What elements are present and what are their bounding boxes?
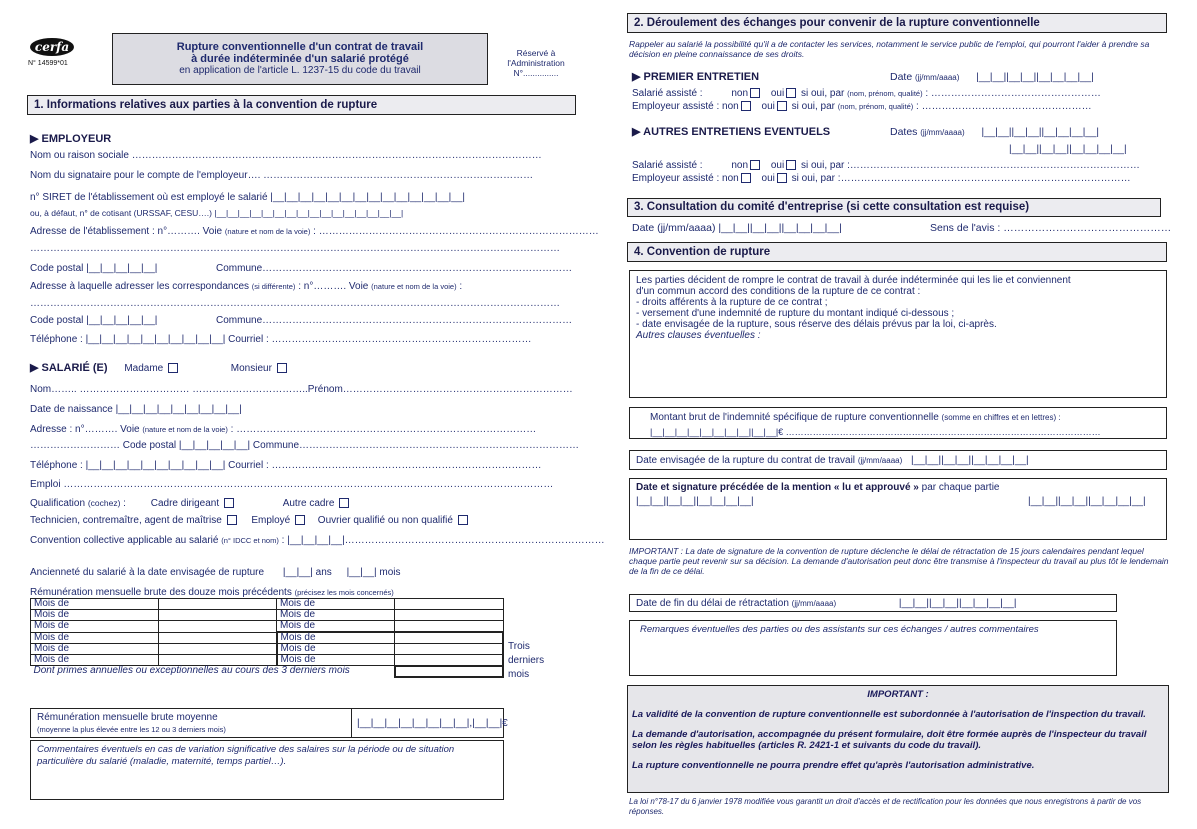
triangle-icon: ▶ — [30, 362, 39, 374]
technicien-label: Technicien, contremaître, agent de maîtrise — [30, 515, 222, 526]
reserved-box — [496, 48, 576, 78]
si-oui-par-label: si oui, par — [791, 101, 836, 112]
montant-cell[interactable] — [395, 599, 504, 610]
convention-field[interactable] — [30, 535, 605, 547]
montant-cell[interactable] — [159, 632, 277, 644]
section4-title: 4. Convention de rupture — [627, 242, 1167, 262]
premier-date-label: Date — [890, 71, 913, 83]
employeur-assiste-row-1 — [632, 101, 1092, 113]
autres-clauses-label: Autres clauses éventuelles : — [636, 330, 761, 341]
table-row — [31, 599, 504, 610]
convention-text-5: - date envisagée de la rupture, sous réserve des délais prévus par la loi, ci-après. — [636, 319, 997, 330]
premier-date-row[interactable] — [890, 71, 1094, 84]
autres-date-field-2[interactable]: |__|__||__|__||__|__|__|__| — [1009, 144, 1127, 155]
montant-cell[interactable] — [159, 610, 277, 621]
table-row — [31, 610, 504, 621]
sens-avis-field[interactable]: Sens de l'avis : ………………………………………… — [930, 222, 1172, 234]
date-format-note: (jj/mm/aaaa) — [857, 456, 903, 465]
triangle-icon: ▶ — [632, 71, 641, 83]
table-row — [31, 655, 504, 666]
salarie-heading-row — [30, 362, 289, 375]
cadre-dirigeant-label: Cadre dirigeant — [150, 498, 220, 509]
montant-cell[interactable] — [395, 655, 504, 666]
mois-de-label: Mois de — [31, 599, 159, 610]
title-line1: Rupture conventionnelle d'un contrat de travail — [176, 41, 424, 53]
remuneration-label: Rémunération mensuelle brute des douze mois précédents — [30, 587, 292, 598]
non-label: non — [731, 88, 749, 99]
salarie-heading: SALARIÉ (E) — [41, 362, 108, 374]
oui-label: oui — [761, 101, 775, 112]
autres-dates-row[interactable] — [890, 126, 1099, 139]
cerfa-logo — [30, 38, 80, 58]
nom-prenom-qualite-note: (nom, prénom, qualité) — [837, 102, 914, 111]
montant-cell[interactable] — [159, 655, 277, 666]
monsieur-label: Monsieur — [230, 363, 272, 374]
emploi-field[interactable]: Emploi ………………………………………………………………………………………………………………………………… — [30, 479, 554, 490]
idcc-note: (n° IDCC et nom) — [221, 536, 279, 545]
section1-title: 1. Informations relatives aux parties à la convention de rupture — [27, 95, 576, 115]
mois-de-label: Mois de — [31, 644, 159, 655]
reserved-line1: Réservé à — [516, 48, 556, 58]
montant-cell[interactable] — [395, 644, 504, 655]
date-rupture-row — [636, 455, 1029, 467]
rem-moyenne-box[interactable] — [30, 708, 508, 738]
premier-entretien-label: PREMIER ENTRETIEN — [643, 71, 760, 83]
important-p2: La demande d'autorisation, accompagnée du présent formulaire, doit être formée auprès de l'inspecteur du travail selon les règles habituelles (articles R. 2421-1 et suivants du code du travail). — [632, 729, 1147, 751]
nom-prenom-field[interactable]: Nom…….. …………………………… ……………………………..Prénom…………………………………………………………… — [30, 384, 573, 395]
commentaires-box[interactable] — [30, 740, 504, 800]
salarie-assiste-label: Salarié assisté : — [632, 88, 703, 99]
montant-row — [650, 412, 1061, 424]
mois-de-label: Mois de — [277, 644, 395, 655]
mois-de-label: Mois de — [277, 621, 395, 633]
voie-note-2: (nature et nom de la voie) — [371, 282, 457, 291]
important-p1: La validité de la convention de rupture conventionnelle est subordonnée à l'autorisation de l'inspection du travail. — [632, 709, 1146, 720]
autres-entretiens-row — [632, 126, 830, 139]
mois-label: mois — [508, 669, 530, 680]
mois-de-label: Mois de — [31, 632, 159, 644]
autres-entretiens-label: AUTRES ENTRETIENS EVENTUELS — [643, 126, 831, 138]
nom-raison-field[interactable]: Nom ou raison sociale …………………………………………………………………………………………………………… — [30, 150, 542, 161]
si-oui-par-dots[interactable]: si oui, par :…………………………………………………………………………… — [791, 173, 1131, 184]
table-row — [31, 632, 504, 644]
cochez-note: (cochez) — [87, 498, 121, 508]
oui-label: oui — [770, 88, 785, 99]
remarques-box[interactable] — [629, 620, 1117, 676]
primes-label: Dont primes annuelles ou exceptionnelles au cours des 3 derniers mois — [31, 666, 395, 677]
non-checkbox[interactable] — [750, 88, 760, 98]
footer-text: La loi n°78-17 du 6 janvier 1978 modifiée vous garantit un droit d'accès et de rectification pour les données que nous enregistrons à partir de vos réponses. — [629, 797, 1142, 816]
rem-moyenne-note: (moyenne la plus élevée entre les 12 ou 3 derniers mois) — [37, 725, 226, 734]
section2-intro: Rappeler au salarié la possibilité qu'il a de contacter les services, notamment le service public de l'emploi, qui pourront l'aider à prendre sa décision en pleine connaissance de ses droits. — [629, 39, 1150, 59]
table-row — [31, 644, 504, 655]
par-dots[interactable]: : …………………………………………… — [916, 101, 1092, 112]
date-format-note: (jj/mm/aaaa) — [920, 128, 965, 137]
adresse-corresp-dots[interactable]: …………………………………………………………………………………………………………………………………………… — [30, 298, 560, 309]
salarie-assiste-label: Salarié assisté : — [632, 160, 703, 171]
triangle-icon: ▶ — [30, 133, 39, 145]
postal-code-1[interactable]: Code postal |__|__|__|__|__| — [30, 263, 158, 274]
non-checkbox[interactable] — [741, 101, 751, 111]
non-checkbox[interactable] — [750, 160, 760, 170]
adresse-corresp-field[interactable]: Adresse à laquelle adresser les correspondances (si différente) : n°………. Voie (nature et nom de la voie) : — [30, 281, 463, 292]
table-row — [31, 621, 504, 633]
montant-cell[interactable] — [159, 621, 277, 633]
technicien-checkbox[interactable] — [227, 515, 237, 525]
mois-de-label: Mois de — [31, 610, 159, 621]
oui-label: oui — [770, 160, 785, 171]
non-label: non — [722, 101, 739, 112]
salarie-assiste-row-1 — [632, 88, 1101, 100]
adresse-etab-label: Adresse de l'établissement : n°………. Voie — [30, 226, 223, 237]
mois-de-label: Mois de — [277, 599, 395, 610]
si-oui-par-label: si oui, par — [800, 88, 845, 99]
ouvrier-label: Ouvrier qualifié ou non qualifié — [317, 515, 453, 526]
autre-cadre-label: Autre cadre — [282, 498, 335, 509]
date-rupture-label: Date envisagée de la rupture du contrat de travail — [636, 455, 856, 466]
cerfa-logo-text: cerfa — [30, 38, 74, 56]
trois-derniers-label — [508, 640, 544, 682]
madame-label: Madame — [124, 363, 164, 374]
montant-cell[interactable] — [159, 599, 277, 610]
non-label: non — [722, 173, 739, 184]
date-format-note: (jj/mm/aaaa) — [914, 73, 960, 82]
important-title: IMPORTANT : — [867, 689, 929, 700]
convention-dots: : |__|__|__|__|…………………………………………………………………… — [281, 535, 605, 546]
si-diff-note: (si différente) — [251, 282, 296, 291]
triangle-icon: ▶ — [632, 126, 641, 138]
montant-cell[interactable] — [395, 610, 504, 621]
mois-de-label: Mois de — [31, 655, 159, 666]
fin-delai-label: Date de fin du délai de rétractation — [636, 598, 789, 609]
cp-commune-salarie[interactable]: ……………………… Code postal |__|__|__|__|__| Commune………………………………………………………………………… — [30, 440, 580, 451]
reserved-line2: l'Administration — [507, 58, 565, 68]
montant-cell[interactable] — [159, 644, 277, 655]
convention-text-1: Les parties décident de rompre le contrat de travail à durée indéterminée qui les lie et conviennent — [636, 275, 1071, 286]
montant-box[interactable] — [629, 407, 1167, 439]
premier-entretien-row — [632, 71, 759, 84]
commune-1[interactable]: Commune………………………………………………………………………………… — [216, 263, 573, 274]
montant-cell[interactable] — [395, 621, 504, 633]
signature-suffix: par chaque partie — [921, 482, 1000, 493]
mois-de-label: Mois de — [277, 632, 395, 644]
convention-text-2: d'un commun accord des conditions de la rupture de ce contrat : — [636, 286, 921, 297]
signature-box[interactable] — [629, 478, 1167, 540]
mois-de-label: Mois de — [31, 621, 159, 633]
rem-moyenne-label: Rémunération mensuelle brute moyenne — [37, 712, 218, 723]
signature-row — [636, 482, 1000, 494]
date-format-note: (jj/mm/aaaa) — [791, 599, 837, 608]
primes-cell[interactable] — [395, 666, 504, 677]
anciennete-label: Ancienneté du salarié à la date envisagée de rupture — [30, 567, 265, 578]
oui-checkbox[interactable] — [786, 160, 796, 170]
form-number: N° 14599*01 — [28, 60, 68, 67]
monsieur-checkbox[interactable] — [277, 363, 287, 373]
si-oui-par-dots[interactable]: si oui, par :…………………………………………………………………………… — [800, 160, 1140, 171]
par-dots[interactable]: : …………………………………………… — [925, 88, 1101, 99]
signature-date-2[interactable]: |__|__||__|__||__|__|__|__| — [1028, 496, 1146, 507]
siret-field[interactable]: n° SIRET de l'établissement où est employé le salarié |__|__|__|__|__|__|__|__|__|__|__|__|__|__| — [30, 192, 465, 203]
autres-dates-label: Dates — [890, 126, 918, 138]
remuneration-table — [30, 598, 504, 678]
title-box — [112, 33, 488, 85]
nom-signataire-field[interactable]: Nom du signataire pour le compte de l'employeur…. ……………………………………………………………………… — [30, 170, 534, 181]
autre-cadre-checkbox[interactable] — [339, 498, 349, 508]
cotisant-field[interactable]: ou, à défaut, n° de cotisant (URSSAF, CESU….) |__|__|__|__|__|__|__|__|__|__|__|__|__|__|__|__| — [30, 208, 404, 218]
signature-label: Date et signature précédée de la mention « lu et approuvé » — [636, 482, 919, 493]
telephone-salarie[interactable]: Téléphone : |__|__|__|__|__|__|__|__|__|__| Courriel : ……………………………………………………………………… — [30, 460, 542, 471]
remuneration-note: (précisez les mois concernés) — [294, 588, 394, 597]
convention-text-box[interactable] — [629, 270, 1167, 398]
section2-title: 2. Déroulement des échanges pour convenir de la rupture conventionnelle — [627, 13, 1167, 33]
qualification-row-1: Qualification (cochez) : Cadre dirigeant Autre cadre — [30, 497, 351, 510]
date-rupture-box[interactable] — [629, 450, 1167, 470]
mois-de-label: Mois de — [277, 655, 395, 666]
montant-label: Montant brut de l'indemnité spécifique de rupture conventionnelle — [650, 412, 939, 423]
important-note: IMPORTANT : La date de signature de la convention de rupture déclenche le délai de rétractation de 15 jours calendaires pendant lequel chaque partie peut revenir sur sa décision. La demande d'autorisation peut donc être transmise à l'inspecteur du travail au plus tôt le lendemain de la fin de ce délai. — [629, 546, 1169, 576]
employer-heading-label: EMPLOYEUR — [41, 133, 112, 145]
adresse-corresp-voie: : n°………. Voie — [298, 281, 369, 292]
derniers-label: derniers — [508, 655, 545, 666]
adresse-sal-label: Adresse : n°………. Voie — [30, 424, 140, 435]
qualification-row-2 — [30, 515, 470, 527]
reserved-line3: N°............... — [513, 68, 559, 78]
premier-date-field[interactable]: |__|__||__|__||__|__|__|__| — [976, 72, 1094, 83]
fin-delai-row — [636, 598, 1016, 610]
non-checkbox[interactable] — [741, 173, 751, 183]
title-line2: à durée indéterminée d'un salarié protégé — [191, 53, 409, 65]
trois-label: Trois — [508, 641, 530, 652]
adresse-etab-dots[interactable]: …………………………………………………………………………………………………………………………………………… — [30, 243, 560, 254]
important-box — [627, 685, 1169, 793]
commentaires-text: Commentaires éventuels en cas de variation significative des salaires sur la période ou de situation particulière du salarié (maladie, maternité, temps partiel…). — [37, 744, 455, 767]
nom-prenom-qualite-note: (nom, prénom, qualité) — [847, 89, 923, 98]
montant-note: (somme en chiffres et en lettres) : — [941, 413, 1061, 422]
salarie-assiste-row-2 — [632, 160, 1140, 172]
madame-checkbox[interactable] — [168, 363, 178, 373]
qualification-label: Qualification — [30, 498, 86, 509]
anciennete-row[interactable] — [30, 567, 401, 579]
convention-text-3: - droits afférents à la rupture de ce contrat ; — [636, 297, 828, 308]
adresse-sal-dots: : ……………………………………………………………………………… — [230, 424, 537, 435]
rem-moyenne-field[interactable]: |__|__|__|__|__|__|__|__|,|__|__|€ — [357, 718, 508, 729]
employe-label: Employé — [251, 515, 291, 526]
oui-label: oui — [761, 173, 775, 184]
adresse-etab-field[interactable]: Adresse de l'établissement : n°………. Voie (nature et nom de la voie) : ………………………………………………………………………… — [30, 226, 599, 237]
employeur-assiste-label: Employeur assisté : — [632, 173, 720, 184]
ans-field[interactable]: |__|__| ans — [282, 567, 332, 578]
ouvrier-checkbox[interactable] — [458, 515, 468, 525]
oui-checkbox[interactable] — [786, 88, 796, 98]
fin-delai-box[interactable] — [629, 594, 1117, 612]
non-label: non — [731, 160, 749, 171]
employeur-assiste-row-2 — [632, 173, 1131, 185]
adresse-salarie-field[interactable] — [30, 424, 536, 436]
mois-de-label: Mois de — [277, 610, 395, 621]
employer-heading — [30, 133, 111, 145]
primes-row — [31, 666, 504, 677]
postal-code-2[interactable]: Code postal |__|__|__|__|__| — [30, 315, 158, 326]
voie-note: (nature et nom de la voie) — [224, 227, 311, 236]
remarques-label: Remarques éventuelles des parties ou des assistants sur ces échanges / autres commentaires — [640, 624, 1039, 635]
autres-date-field-1[interactable]: |__|__||__|__||__|__|__|__| — [981, 127, 1100, 138]
section3-title: 3. Consultation du comité d'entreprise (si cette consultation est requise) — [627, 198, 1161, 217]
convention-text-4: - versement d'une indemnité de rupture du montant indiqué ci-dessous ; — [636, 308, 955, 319]
employeur-assiste-label: Employeur assisté : — [632, 101, 720, 112]
adresse-sal-note: (nature et nom de la voie) — [142, 425, 228, 434]
date-rupture-field[interactable]: |__|__||__|__||__|__|__|__| — [911, 455, 1029, 466]
montant-cell[interactable] — [395, 632, 504, 644]
employe-checkbox[interactable] — [295, 515, 305, 525]
fin-delai-field[interactable]: |__|__||__|__||__|__|__|__| — [898, 598, 1017, 609]
oui-checkbox[interactable] — [777, 173, 787, 183]
naissance-field[interactable]: Date de naissance |__|__|__|__|__|__|__|__|__| — [30, 404, 242, 415]
signature-date-1[interactable]: |__|__||__|__||__|__|__|__| — [636, 496, 754, 507]
commune-2[interactable]: Commune………………………………………………………………………………… — [216, 315, 573, 326]
convention-label: Convention collective applicable au salarié — [30, 535, 219, 546]
mois-field[interactable]: |__|__| mois — [346, 567, 401, 578]
title-line3: en application de l'article L. 1237-15 du code du travail — [179, 65, 421, 76]
ce-date-field[interactable]: Date (jj/mm/aaaa) |__|__||__|__||__|__|__|__| — [632, 222, 842, 234]
telephone-employeur[interactable]: Téléphone : |__|__|__|__|__|__|__|__|__|__| Courriel : …………………………………………………………………… — [30, 334, 532, 345]
adresse-corresp-label: Adresse à laquelle adresser les correspondances — [30, 281, 250, 292]
cadre-dirigeant-checkbox[interactable] — [224, 498, 234, 508]
montant-field[interactable]: |__|__|__|__|__|__|__|__||__|__|€ …………………………………………………………………………………………… — [650, 427, 1101, 437]
oui-checkbox[interactable] — [777, 101, 787, 111]
important-p3: La rupture conventionnelle ne pourra prendre effet qu'après l'autorisation administrative. — [632, 760, 1035, 771]
